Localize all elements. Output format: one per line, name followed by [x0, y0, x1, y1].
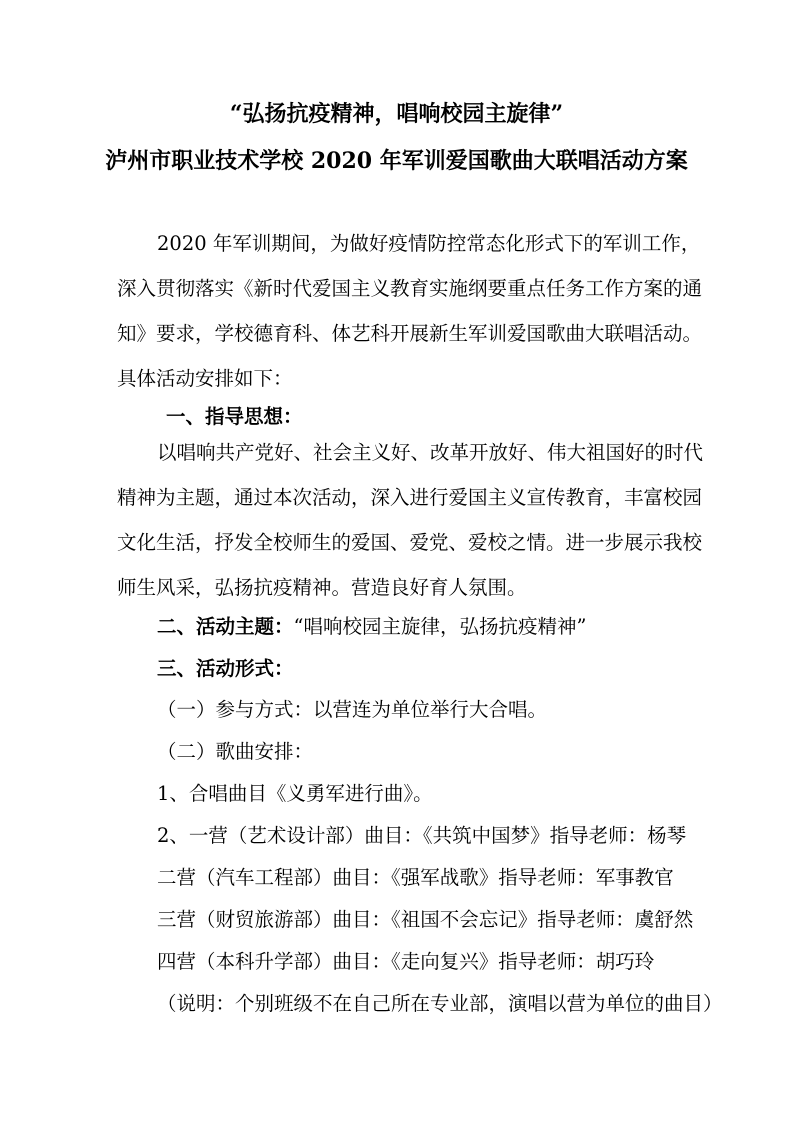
intro-line-1: 2020 年军训期间，为做好疫情防控常态化形式下的军训工作，: [157, 232, 701, 255]
section-1-line-4: 师生风采，弘扬抗疫精神。营造良好育人氛围。: [117, 576, 527, 599]
section-3-item-3: 1、合唱曲目《义勇军进行曲》。: [157, 782, 433, 805]
section-1-line-2: 精神为主题，通过本次活动，深入进行爱国主义宣传教育，丰富校园: [117, 486, 703, 509]
section-3-item-7: 四营（本科升学部）曲目：《走向复兴》指导老师：胡巧玲: [157, 950, 655, 973]
section-3-note: （说明：个别班级不在自己所在专业部，演唱以营为单位的曲目）: [157, 992, 723, 1015]
intro-line-4: 具体活动安排如下：: [117, 367, 293, 390]
intro-line-3: 知》要求，学校德育科、体艺科开展新生军训爱国歌曲大联唱活动。: [117, 322, 703, 345]
section-1-heading: 一、指导思想：: [166, 405, 303, 428]
document-title-line-1: “弘扬抗疫精神，唱响校园主旋律”: [229, 101, 564, 127]
section-3-heading: 三、活动形式：: [157, 657, 294, 680]
intro-line-2: 深入贯彻落实《新时代爱国主义教育实施纲要重点任务工作方案的通: [117, 277, 703, 300]
section-3-item-2: （二）歌曲安排：: [157, 740, 314, 763]
section-1-line-1: 以唱响共产党好、社会主义好、改革开放好、伟大祖国好的时代: [157, 441, 704, 464]
section-3-item-5: 二营（汽车工程部）曲目：《强军战歌》指导老师：军事教官: [157, 866, 674, 889]
section-3-item-6: 三营（财贸旅游部）曲目：《祖国不会忘记》指导老师：虞舒然: [157, 908, 694, 931]
section-3-item-1: （一）参与方式：以营连为单位举行大合唱。: [157, 698, 548, 721]
section-2-row: [157, 614, 586, 640]
section-2-theme: “唱响校园主旋律，弘扬抗疫精神”: [293, 615, 587, 638]
document-title-line-2: 泸州市职业技术学校 2020 年军训爱国歌曲大联唱活动方案: [105, 148, 688, 174]
section-2-heading: 二、活动主题：: [157, 615, 294, 638]
section-1-line-3: 文化生活，抒发全校师生的爱国、爱党、爱校之情。进一步展示我校: [117, 531, 703, 554]
section-3-item-4: 2、一营（艺术设计部）曲目：《共筑中国梦》指导老师：杨琴: [157, 824, 687, 847]
